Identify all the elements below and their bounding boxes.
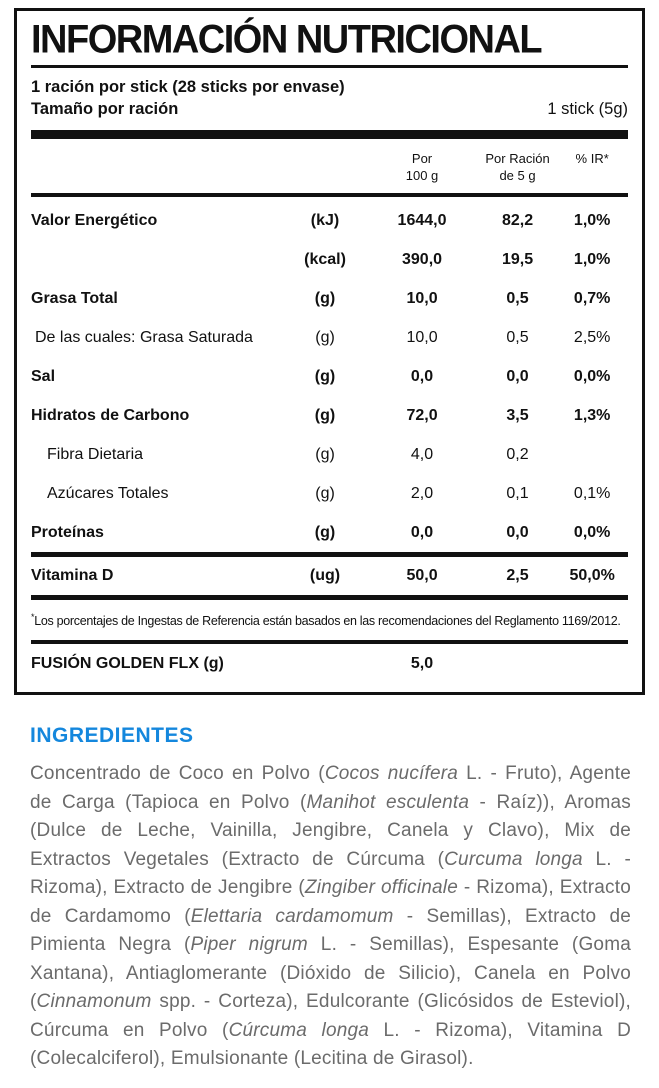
fusion-label: FUSIÓN GOLDEN FLX (g) [31, 655, 224, 673]
footnote [31, 612, 628, 628]
cell-per5: 19,5 [501, 250, 534, 268]
ingredient-scientific-name: Elettaria cardamomum [190, 905, 394, 927]
label-title: INFORMACIÓN NUTRICIONAL [31, 17, 542, 63]
vitamin-unit: (ug) [309, 567, 341, 585]
col-header-per5: Por Ración de 5 g [485, 151, 550, 184]
divider-below-headers [31, 193, 628, 197]
cell-per100: 2,0 [410, 484, 434, 502]
cell-ir: 0,7% [573, 289, 611, 307]
ingredient-scientific-name: Cúrcuma longa [228, 1019, 370, 1041]
nutrient-row [31, 357, 628, 396]
ingredient-text-segment: - Raíz)), Aromas (Dulce de Leche, Vainilla, Jengibre, Canela y Clavo), Mix de Extractos Vegetales (Extracto de Cúrcuma ( [30, 791, 631, 870]
cell-per5: 0,0 [506, 523, 529, 541]
ingredients-text [30, 760, 631, 1074]
cell-label: Fibra Dietaria [47, 445, 144, 463]
nutrient-row [31, 435, 628, 474]
ingredient-scientific-name: Cocos nucífera [324, 763, 459, 784]
divider-below-vitamins [31, 595, 628, 600]
cell-ir: 0,1% [573, 484, 611, 502]
cell-per100: 4,0 [410, 445, 434, 463]
cell-per5: 0,2 [506, 445, 529, 463]
col-header-per100: Por 100 g [405, 151, 439, 184]
cell-label: Hidratos de Carbono [31, 406, 190, 424]
cell-per5: 82,2 [501, 211, 534, 229]
cell-label: Valor Energético [31, 211, 158, 229]
ingredient-text-segment: L. - Rizoma), Vitamina D (Colecalciferol), Emulsionante (Lecitina de Girasol). [30, 1019, 631, 1069]
cell-ir: 1,0% [573, 211, 611, 229]
cell-unit: (g) [314, 523, 336, 541]
cell-ir: 0,0% [573, 523, 611, 541]
vitamin-label: Vitamina D [31, 567, 114, 585]
cell-unit: (g) [314, 406, 336, 424]
title-underline [31, 65, 628, 68]
nutrient-row [31, 279, 628, 318]
cell-per100: 72,0 [406, 406, 438, 424]
cell-per5: 0,1 [506, 484, 529, 502]
serving-size-label: Tamaño por ración [31, 100, 179, 119]
cell-ir: 2,5% [573, 328, 611, 346]
cell-per100: 10,0 [406, 328, 438, 346]
cell-unit: (g) [315, 484, 335, 502]
vitamin-row [31, 557, 628, 595]
cell-per100: 0,0 [410, 367, 434, 385]
ingredient-scientific-name: Zingiber officinale [304, 877, 458, 898]
servings-per-container: 1 ración por stick (28 sticks por envase) [31, 77, 345, 96]
vitamin-per5: 2,5 [506, 567, 529, 585]
cell-per100: 1644,0 [397, 211, 447, 229]
cell-ir: 1,3% [573, 406, 611, 424]
cell-per100: 0,0 [410, 523, 434, 541]
ingredient-text-segment: L. - Semillas), Espesante (Goma Xantana), Antiaglomerante (Dióxido de Silicio), Canela en Polvo ( [30, 934, 631, 1012]
cell-unit: (kJ) [310, 211, 340, 229]
ingredient-text-segment: - Semillas), Extracto de Pimienta Negra ( [30, 905, 632, 955]
cell-label: Proteínas [31, 523, 104, 541]
cell-per100: 390,0 [402, 250, 443, 268]
ingredient-text-segment: L. - Fruto), Agente de Carga (Tapioca en Polvo ( [30, 763, 631, 813]
cell-per100: 10,0 [406, 289, 438, 307]
nutrient-row [31, 474, 628, 513]
ingredient-text-segment: L. - Rizoma), Extracto de Jengibre ( [30, 848, 631, 898]
ingredient-text-segment: Concentrado de Coco en Polvo ( [30, 763, 325, 784]
fusion-row [31, 644, 628, 684]
cell-unit: (g) [314, 289, 336, 307]
cell-label: Azúcares Totales [47, 484, 169, 502]
cell-unit: (g) [315, 328, 335, 346]
vitamin-per100: 50,0 [406, 567, 438, 585]
nutrient-row [31, 240, 628, 279]
footnote-asterisk: * [31, 612, 35, 623]
ingredient-scientific-name: Manihot esculenta [306, 791, 470, 813]
nutrient-row [31, 513, 628, 552]
cell-per5: 3,5 [506, 406, 529, 424]
nutrient-row [31, 396, 628, 435]
cell-label: Grasa Total [31, 289, 118, 307]
cell-per5: 0,5 [506, 289, 529, 307]
nutrient-rows [31, 201, 628, 552]
cell-ir: 0,0% [573, 367, 611, 385]
column-headers [31, 151, 628, 185]
vitamin-ir: 50,0% [569, 567, 615, 585]
ingredient-scientific-name: Curcuma longa [444, 848, 583, 870]
ingredients-section [30, 724, 631, 1074]
cell-unit: (kcal) [304, 250, 346, 268]
nutrient-row [31, 318, 628, 357]
cell-per5: 0,5 [506, 328, 529, 346]
ingredient-scientific-name: Piper nigrum [190, 934, 308, 955]
col-header-ir: % IR* [575, 151, 609, 167]
ingredient-scientific-name: Cinnamonum [36, 991, 152, 1012]
cell-unit: (g) [315, 445, 335, 463]
cell-per5: 0,0 [506, 367, 529, 385]
serving-size-line [31, 98, 628, 120]
ingredients-heading: INGREDIENTES [30, 724, 194, 747]
header-bar [31, 130, 628, 139]
fusion-per100: 5,0 [410, 655, 434, 673]
ingredient-text-segment: - Rizoma), Extracto de Cardamomo ( [30, 877, 631, 927]
cell-unit: (g) [314, 367, 336, 385]
nutrient-row [31, 201, 628, 240]
nutrition-label-box [14, 8, 645, 695]
cell-label: De las cuales: Grasa Saturada [35, 328, 253, 346]
serving-info [31, 76, 628, 121]
footnote-text: Los porcentajes de Ingestas de Referencia están basados en las recomendaciones del Reglamento 1169/2012. [34, 614, 621, 629]
serving-size-value: 1 stick (5g) [547, 100, 628, 119]
cell-ir: 1,0% [573, 250, 611, 268]
ingredient-text-segment: spp. - Corteza), Edulcorante (Glicósidos de Esteviol), Cúrcuma en Polvo ( [30, 991, 631, 1041]
cell-label: Sal [31, 367, 56, 385]
